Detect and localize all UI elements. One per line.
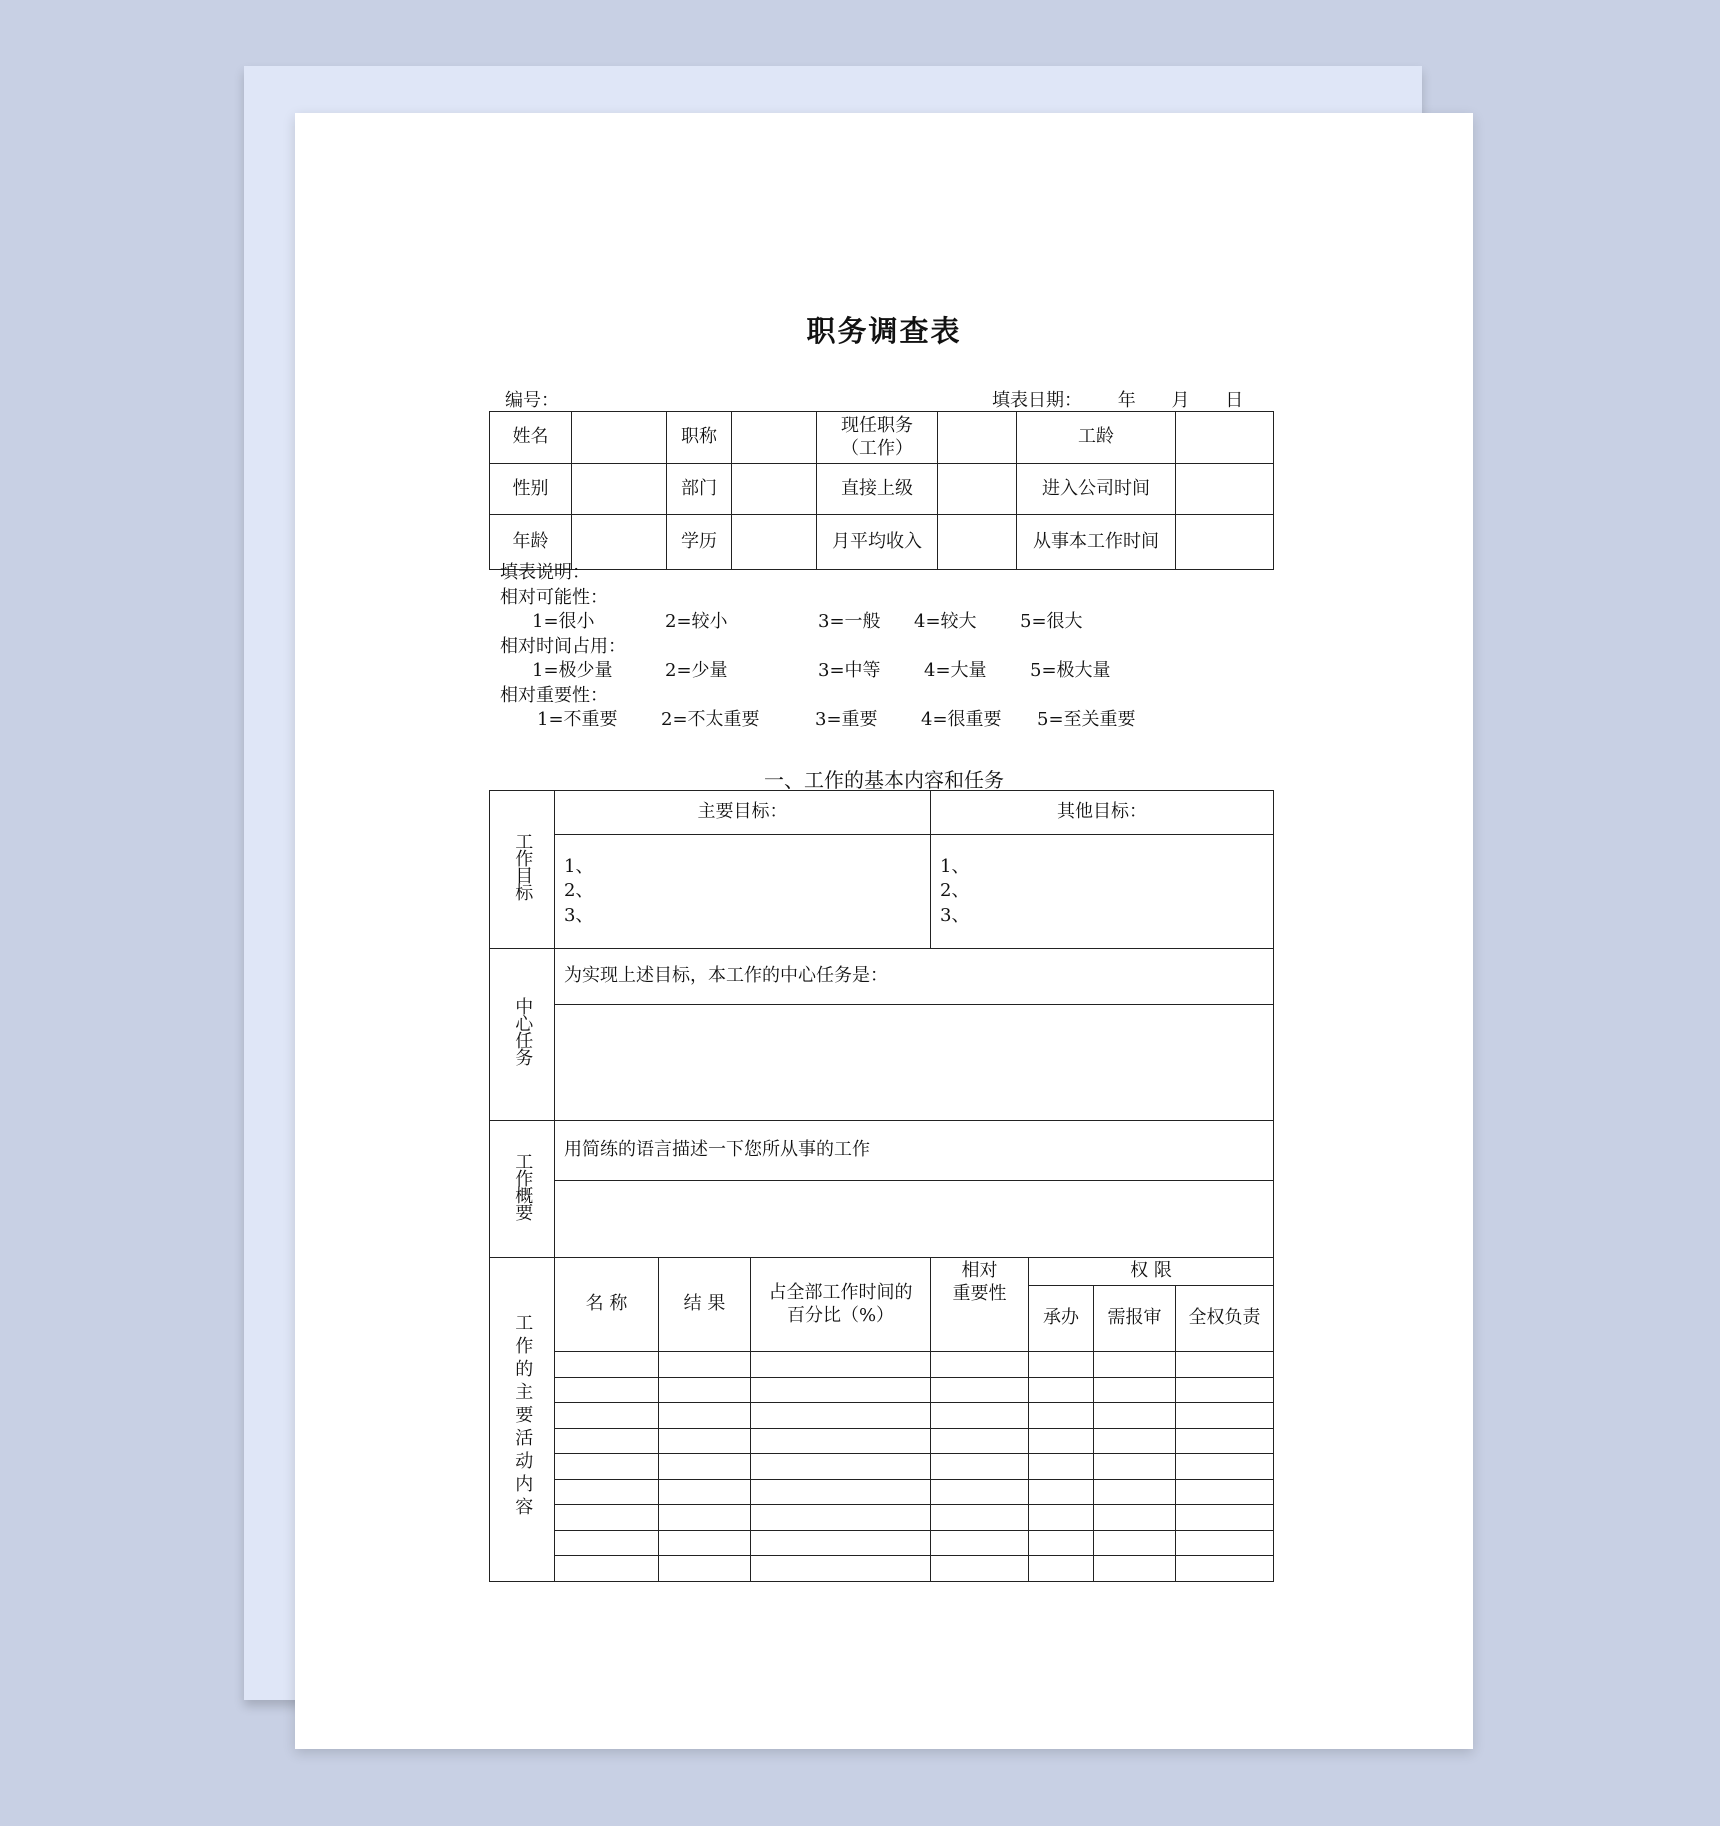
main-goal-list[interactable]: 1、 2、 3、 bbox=[555, 835, 931, 949]
col-report-header: 需报审 bbox=[1094, 1286, 1176, 1352]
summary-label: 工作概要 bbox=[490, 1121, 555, 1258]
title-field[interactable] bbox=[732, 412, 817, 464]
supervisor-label: 直接上级 bbox=[817, 464, 938, 515]
age-label: 年龄 bbox=[490, 515, 572, 570]
col-handle-header: 承办 bbox=[1029, 1286, 1094, 1352]
table-row bbox=[490, 1428, 1274, 1454]
seniority-field[interactable] bbox=[1176, 412, 1274, 464]
position-label: 现任职务 （工作） bbox=[817, 412, 938, 464]
document-page bbox=[295, 113, 1473, 1749]
fill-date bbox=[992, 386, 1273, 412]
table-row bbox=[490, 1377, 1274, 1403]
education-label: 学历 bbox=[667, 515, 732, 570]
col-importance-header: 相对 重要性 bbox=[931, 1258, 1029, 1352]
other-goal-header: 其他目标： bbox=[931, 791, 1274, 835]
col-result-header: 结 果 bbox=[659, 1258, 751, 1352]
join-date-label: 进入公司时间 bbox=[1017, 464, 1176, 515]
central-task-prompt: 为实现上述目标，本工作的中心任务是： bbox=[555, 949, 1274, 1005]
col-percent-header: 占全部工作时间的 百分比（%） bbox=[751, 1258, 931, 1352]
name-field[interactable] bbox=[572, 412, 667, 464]
fill-instructions bbox=[500, 561, 1136, 733]
section-title: 一、工作的基本内容和任务 bbox=[764, 768, 1004, 792]
title-label: 职称 bbox=[667, 412, 732, 464]
central-task-field[interactable] bbox=[555, 1005, 1274, 1121]
summary-field[interactable] bbox=[555, 1181, 1274, 1258]
possibility-scale: 1=很小 2=较小 3=一般 4=较大 5=很大 bbox=[532, 611, 1083, 632]
other-goal-list[interactable]: 1、 2、 3、 bbox=[931, 835, 1274, 949]
page-title: 职务调查表 bbox=[806, 314, 962, 348]
table-row bbox=[490, 1556, 1274, 1582]
time-label: 相对时间占用： bbox=[500, 635, 626, 657]
basic-info-table bbox=[489, 411, 1274, 570]
time-scale: 1=极少量 2=少量 3=中等 4=大量 5=极大量 bbox=[532, 660, 1111, 681]
year-label: 年 bbox=[1117, 390, 1136, 411]
month-label: 月 bbox=[1171, 390, 1190, 411]
table-row bbox=[490, 1479, 1274, 1505]
join-date-field[interactable] bbox=[1176, 464, 1274, 515]
income-label: 月平均收入 bbox=[817, 515, 938, 570]
table-row bbox=[490, 1530, 1274, 1556]
col-full-header: 全权负责 bbox=[1176, 1286, 1274, 1352]
supervisor-field[interactable] bbox=[938, 464, 1017, 515]
gender-field[interactable] bbox=[572, 464, 667, 515]
serial-label: 编号： bbox=[505, 390, 559, 411]
date-label: 填表日期： bbox=[992, 390, 1082, 411]
work-time-label: 从事本工作时间 bbox=[1017, 515, 1176, 570]
dept-label: 部门 bbox=[667, 464, 732, 515]
possibility-label: 相对可能性： bbox=[500, 586, 608, 608]
position-field[interactable] bbox=[938, 412, 1017, 464]
job-content-table bbox=[489, 790, 1274, 1582]
table-row bbox=[490, 1454, 1274, 1480]
activities-label: 工作的主要活动内容 bbox=[490, 1258, 555, 1582]
seniority-label: 工龄 bbox=[1017, 412, 1176, 464]
day-label: 日 bbox=[1225, 390, 1244, 411]
table-row bbox=[490, 1352, 1274, 1378]
work-time-field[interactable] bbox=[1176, 515, 1274, 570]
instructions-header: 填表说明： bbox=[500, 562, 590, 583]
table-row bbox=[490, 1403, 1274, 1429]
summary-prompt: 用简练的语言描述一下您所从事的工作 bbox=[555, 1121, 1274, 1181]
importance-label: 相对重要性： bbox=[500, 684, 608, 706]
dept-field[interactable] bbox=[732, 464, 817, 515]
importance-scale: 1=不重要 2=不太重要 3=重要 4=很重要 5=至关重要 bbox=[537, 709, 1136, 730]
goals-label: 工作目标 bbox=[490, 791, 555, 949]
col-authority-header: 权 限 bbox=[1029, 1258, 1274, 1286]
main-goal-header: 主要目标： bbox=[555, 791, 931, 835]
table-row bbox=[490, 1505, 1274, 1531]
col-name-header: 名 称 bbox=[555, 1258, 659, 1352]
gender-label: 性别 bbox=[490, 464, 572, 515]
central-task-label: 中心任务 bbox=[490, 949, 555, 1121]
name-label: 姓名 bbox=[490, 412, 572, 464]
